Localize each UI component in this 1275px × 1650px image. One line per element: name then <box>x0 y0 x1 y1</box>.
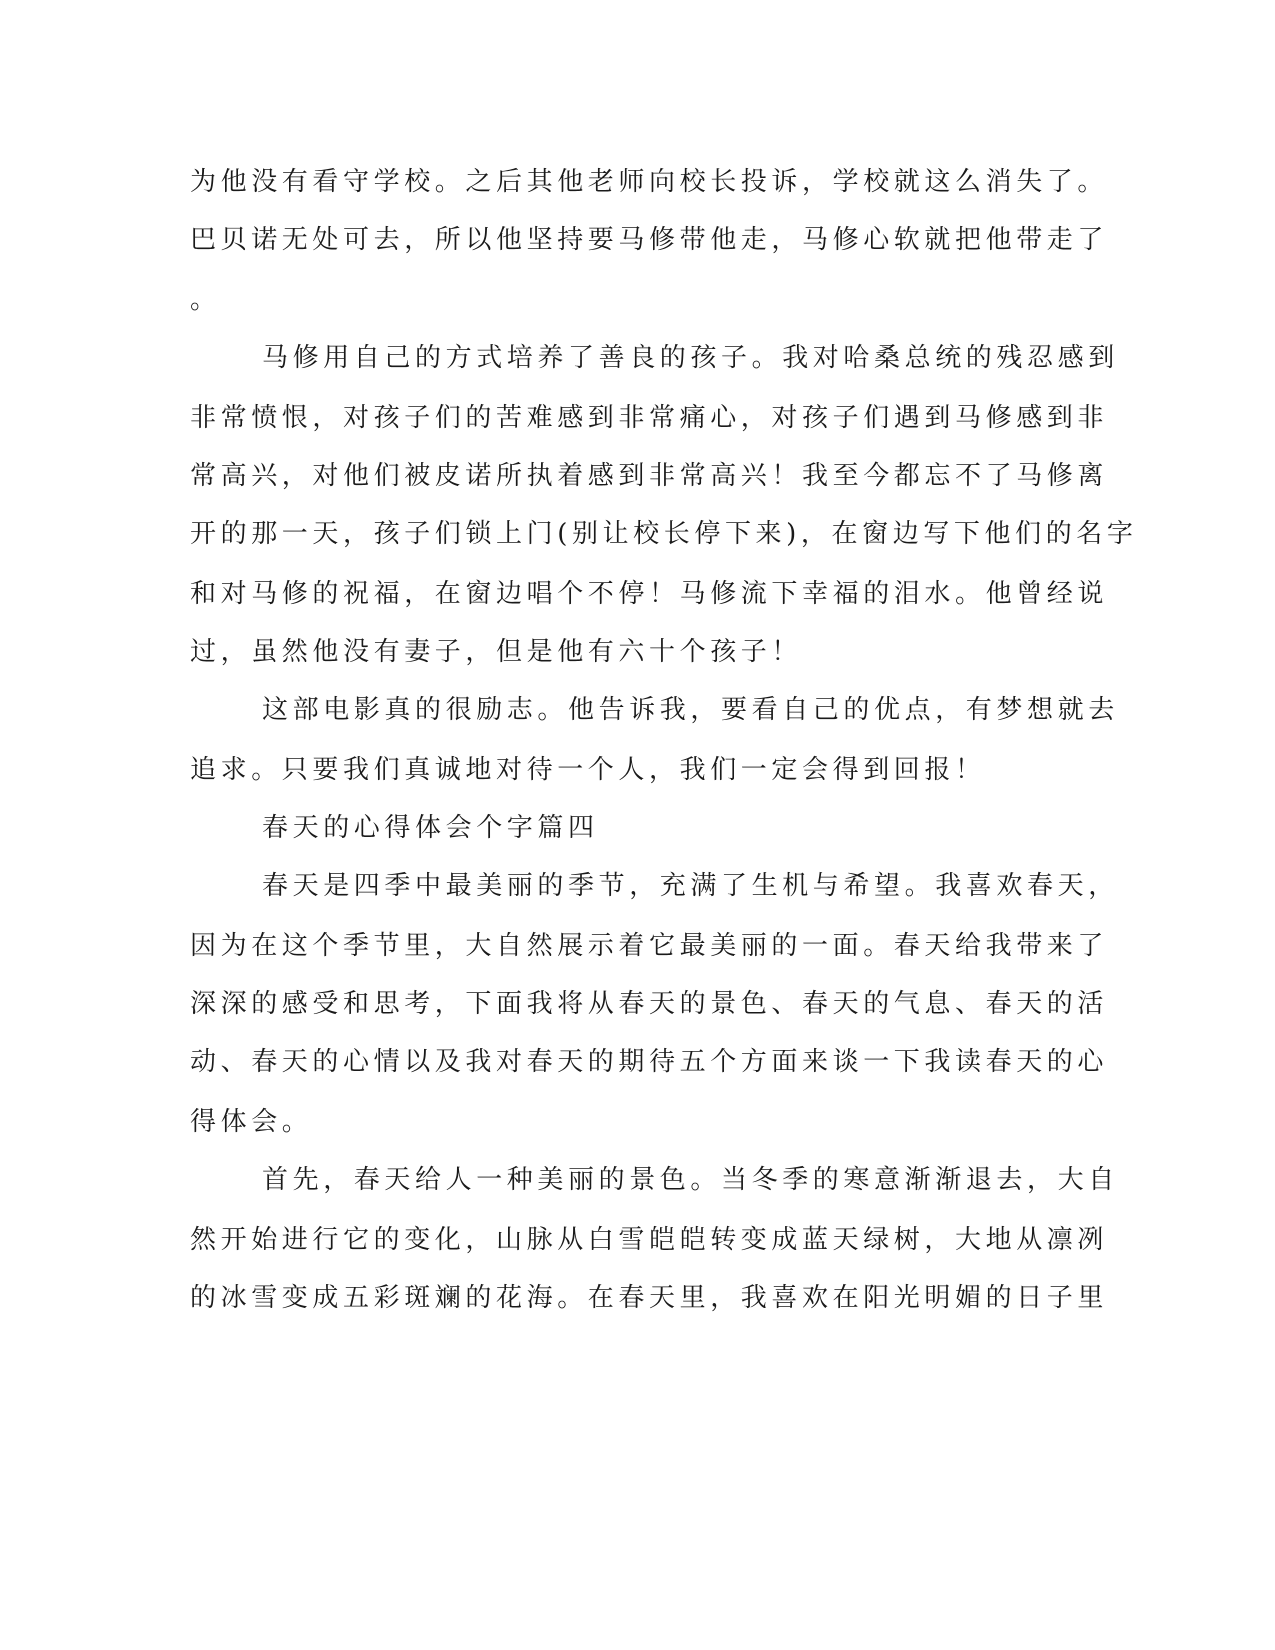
text-line: 非常愤恨，对孩子们的苦难感到非常痛心，对孩子们遇到马修感到非 <box>190 403 1109 433</box>
text-line: 。 <box>190 285 221 315</box>
text-line: 深深的感受和思考，下面我将从春天的景色、春天的气息、春天的活 <box>190 989 1109 1019</box>
text-line: 追求。只要我们真诚地对待一个人，我们一定会得到回报！ <box>190 755 986 785</box>
paragraph-first-line: 春天是四季中最美丽的季节，充满了生机与希望。我喜欢春天， <box>262 871 1119 901</box>
text-line: 巴贝诺无处可去，所以他坚持要马修带他走，马修心软就把他带走了 <box>190 225 1109 255</box>
paragraph-first-line: 这部电影真的很励志。他告诉我，要看自己的优点，有梦想就去 <box>262 695 1119 725</box>
text-line: 和对马修的祝福，在窗边唱个不停！马修流下幸福的泪水。他曾经说 <box>190 579 1109 609</box>
text-line: 的冰雪变成五彩斑斓的花海。在春天里，我喜欢在阳光明媚的日子里 <box>190 1283 1109 1313</box>
section-heading: 春天的心得体会个字篇四 <box>262 813 599 843</box>
paragraph-first-line: 首先，春天给人一种美丽的景色。当冬季的寒意渐渐退去，大自 <box>262 1165 1119 1195</box>
paragraph-first-line: 马修用自己的方式培养了善良的孩子。我对哈桑总统的残忍感到 <box>262 343 1119 373</box>
text-line: 过，虽然他没有妻子，但是他有六十个孩子！ <box>190 637 803 667</box>
text-line: 得体会。 <box>190 1107 313 1137</box>
text-line: 常高兴，对他们被皮诺所执着感到非常高兴！我至今都忘不了马修离 <box>190 461 1109 491</box>
text-line: 开的那一天，孩子们锁上门(别让校长停下来)，在窗边写下他们的名字 <box>190 519 1138 549</box>
text-line: 因为在这个季节里，大自然展示着它最美丽的一面。春天给我带来了 <box>190 931 1109 961</box>
text-line: 为他没有看守学校。之后其他老师向校长投诉，学校就这么消失了。 <box>190 167 1109 197</box>
text-line: 然开始进行它的变化，山脉从白雪皑皑转变成蓝天绿树，大地从凛冽 <box>190 1225 1109 1255</box>
text-line: 动、春天的心情以及我对春天的期待五个方面来谈一下我读春天的心 <box>190 1047 1109 1077</box>
